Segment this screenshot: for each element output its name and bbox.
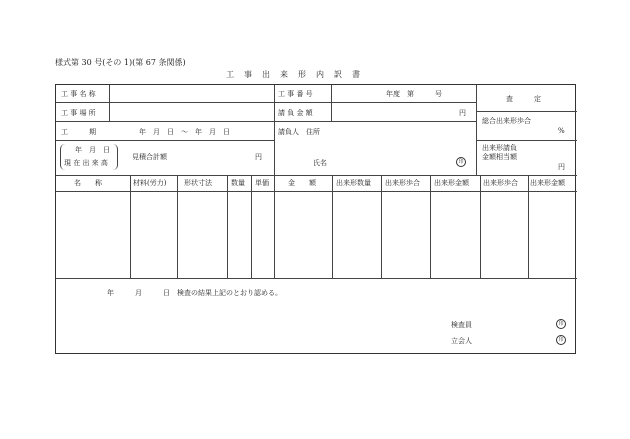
form-number: 様式第 30 号(その 1)(第 67 条関係) (55, 58, 186, 67)
inspector-label: 検査員 (451, 321, 472, 329)
estimate-total-label: 見積合計額 (132, 153, 167, 161)
date-label: 年 月 日 (75, 146, 110, 154)
witness-label: 立会人 (451, 337, 472, 345)
column-divider (251, 175, 252, 278)
progress-breakdown-form (55, 84, 576, 354)
progress-contract-label-1: 出来形請負 (482, 144, 517, 152)
current-progress-label: 現 在 出 来 高 (64, 159, 108, 167)
row-divider (274, 121, 476, 122)
column-divider (109, 85, 110, 121)
header-assessed-progress-rate: 出来形歩合 (483, 179, 518, 187)
row-divider (56, 102, 274, 103)
header-amount: 金 額 (288, 179, 316, 187)
column-divider (274, 175, 275, 278)
period-value: 年 月 日 ～ 年 月 日 (139, 128, 230, 136)
header-progress-quantity: 出来形数量 (336, 179, 371, 187)
contractor-address-label: 請負人 住所 (278, 128, 320, 136)
overall-progress-unit: % (558, 127, 565, 135)
table-header-top (56, 175, 577, 176)
contract-amount-label: 請 負 金 額 (278, 109, 313, 117)
table-header-bottom (56, 191, 577, 192)
column-divider (130, 175, 131, 278)
column-divider (331, 85, 332, 121)
seal-icon: 印 (456, 157, 466, 167)
header-assessed-progress-amount: 出来形金額 (530, 179, 565, 187)
contract-amount-unit: 円 (459, 109, 466, 117)
column-divider (381, 175, 382, 278)
row-divider (476, 111, 577, 112)
overall-progress-label: 総合出来形歩合 (482, 117, 531, 125)
column-divider (177, 175, 178, 278)
column-divider (430, 175, 431, 278)
column-divider (528, 175, 529, 278)
header-progress-amount: 出来形金額 (434, 179, 469, 187)
column-divider (227, 175, 228, 278)
construction-site-label: 工 事 場 所 (61, 109, 96, 117)
witness-seal-icon: 印 (556, 335, 566, 345)
period-label: 工 期 (61, 128, 96, 136)
construction-name-label: 工 事 名 称 (61, 90, 96, 98)
progress-contract-label-2: 金額相当額 (482, 153, 517, 161)
header-progress-rate: 出来形歩合 (385, 179, 420, 187)
construction-number-label: 工 事 番 号 (278, 90, 313, 98)
header-name: 名 称 (74, 179, 102, 187)
column-divider (274, 85, 275, 175)
row-divider (56, 121, 274, 122)
construction-number-value: 年度 第 号 (386, 90, 442, 98)
row-divider (274, 102, 476, 103)
table-bottom (56, 278, 577, 279)
progress-contract-unit: 円 (558, 163, 565, 171)
header-quantity: 数量 (231, 179, 245, 187)
header-unit-price: 単価 (255, 179, 269, 187)
row-divider (476, 140, 577, 141)
page-title: 工 事 出 来 形 内 訳 書 (226, 70, 361, 79)
header-material: 材料(労力) (133, 179, 167, 187)
column-divider (480, 175, 481, 278)
inspection-statement: 年 月 日 検査の結果上記のとおり認める。 (107, 289, 282, 297)
column-divider (476, 85, 477, 175)
assessment-label: 査 定 (506, 95, 541, 103)
row-divider (56, 140, 274, 141)
contractor-name-label: 氏名 (313, 159, 327, 167)
header-shape-size: 形状寸法 (184, 179, 212, 187)
column-divider (332, 175, 333, 278)
inspector-seal-icon: 印 (556, 319, 566, 329)
estimate-total-unit: 円 (255, 153, 262, 161)
